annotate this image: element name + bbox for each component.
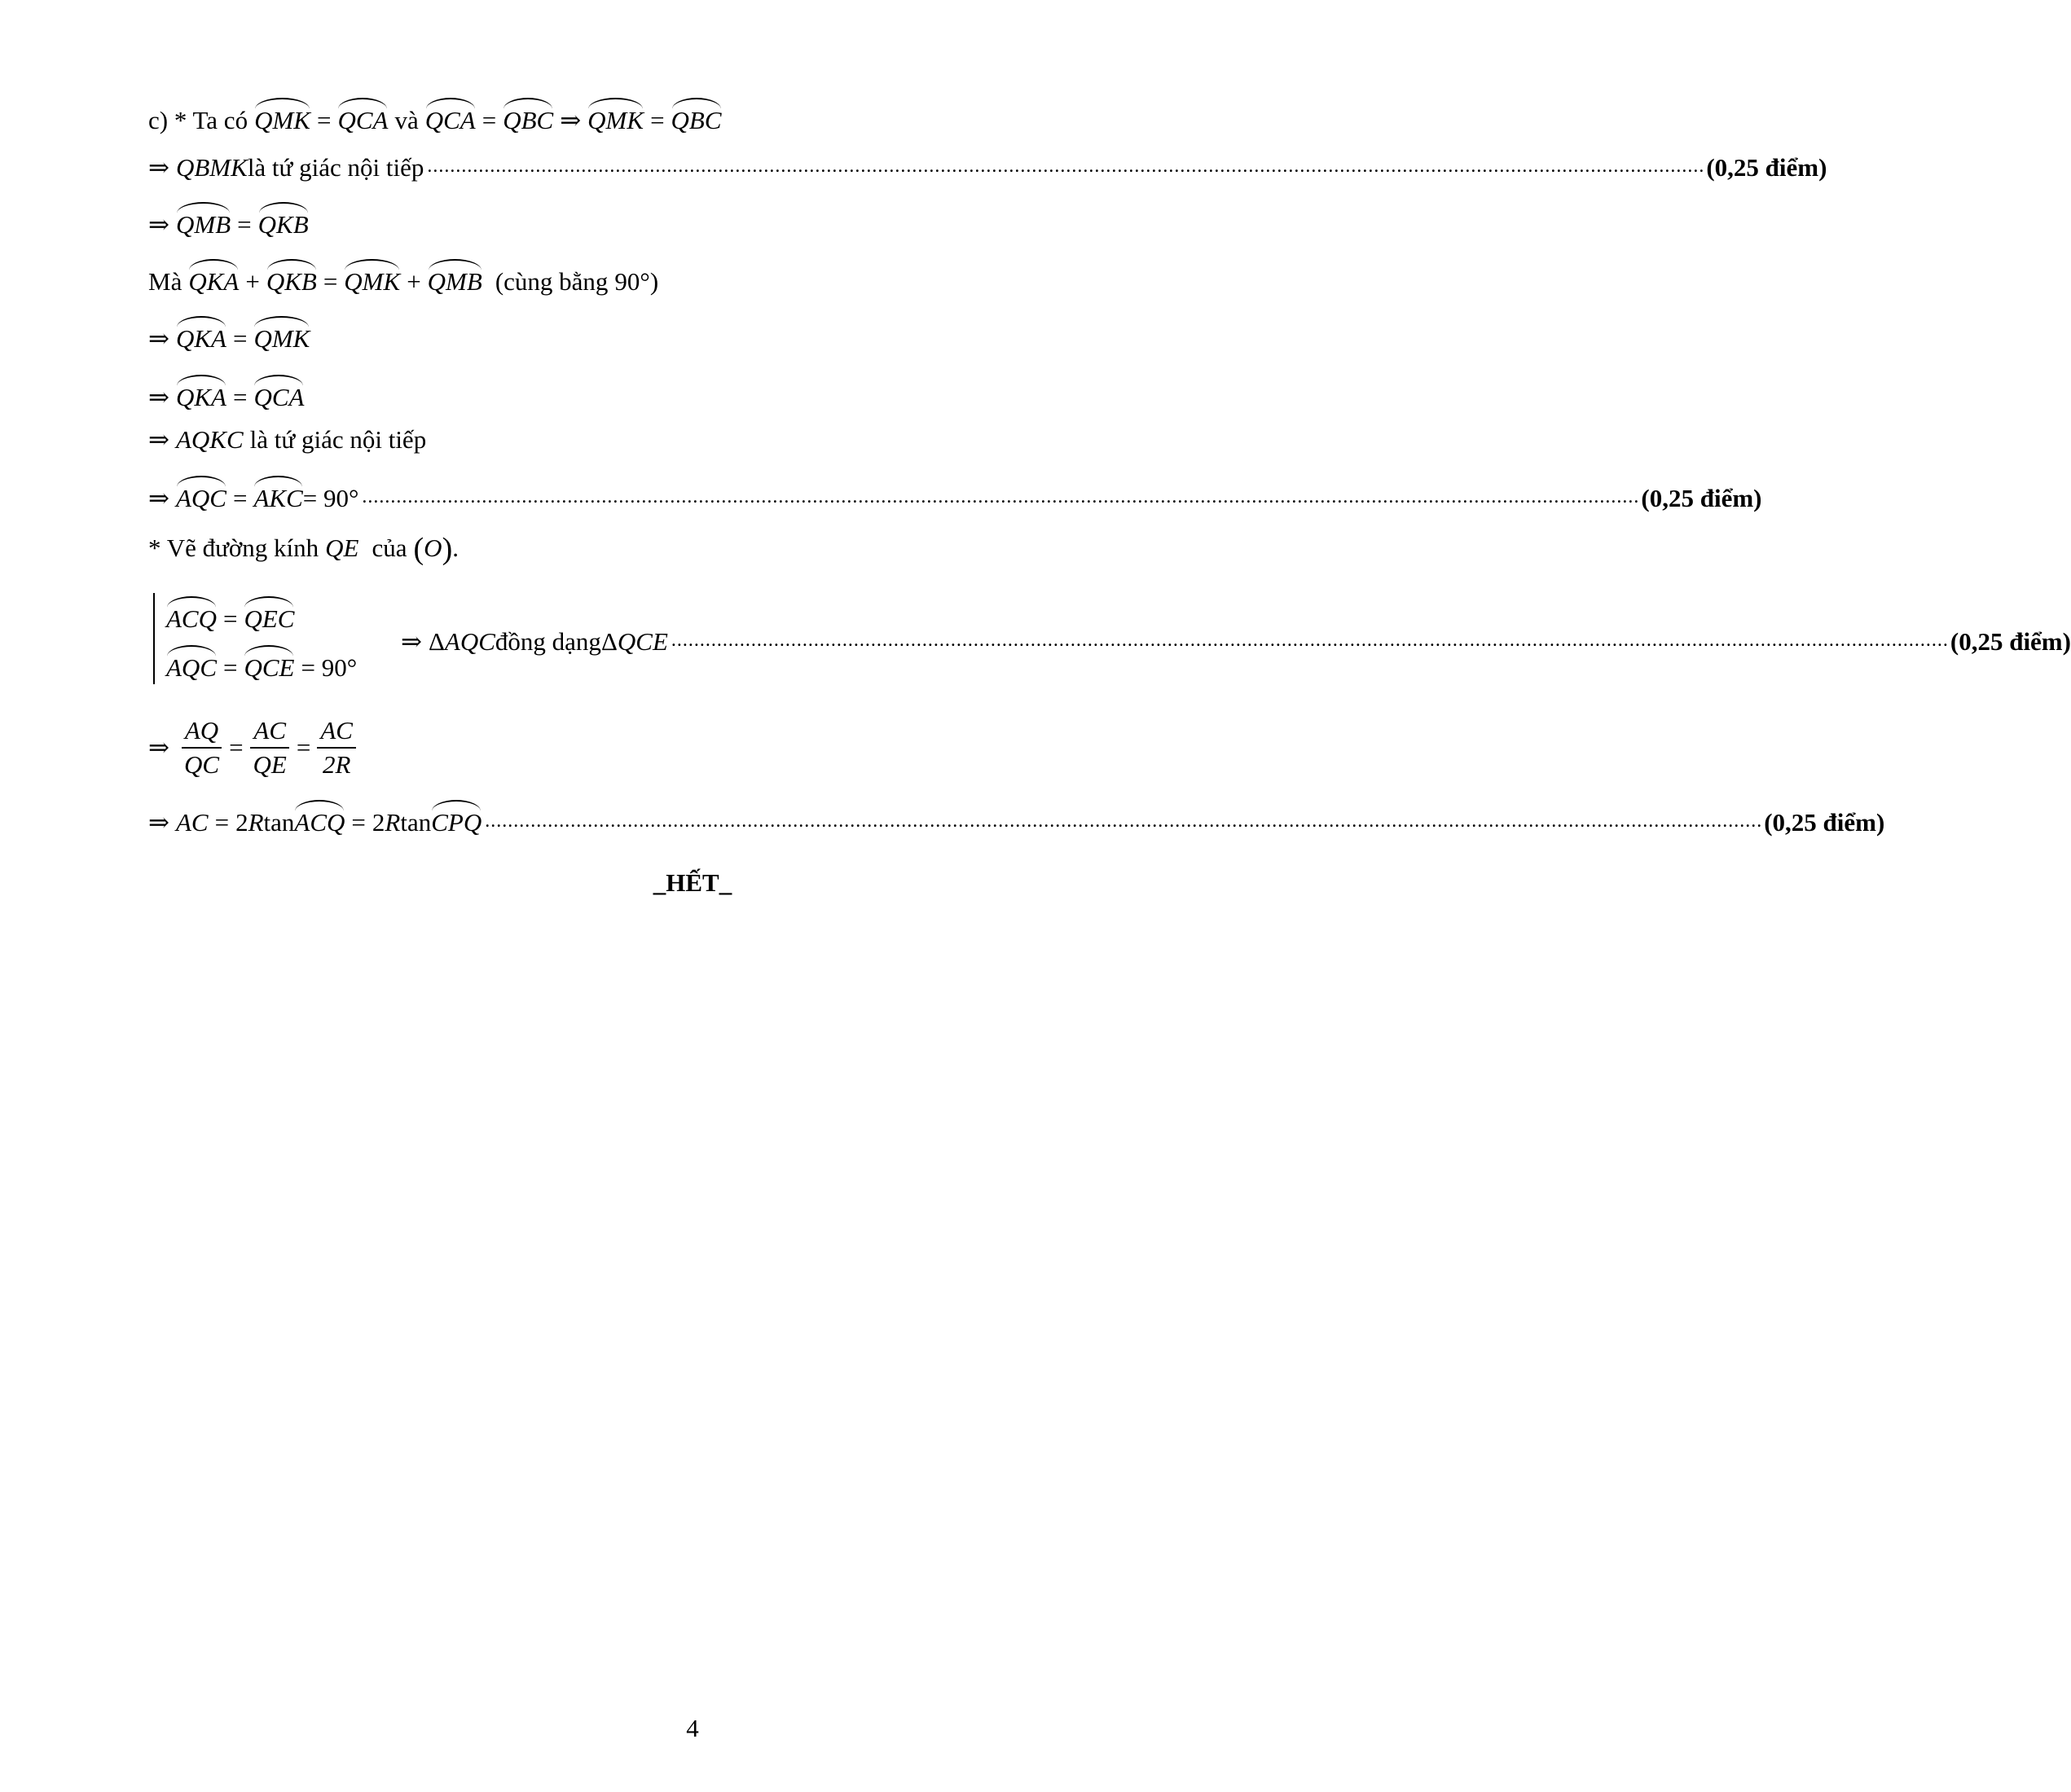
line-4: Mà QKA + QKB = QMK + QMB (cùng bằng 90°) bbox=[148, 259, 1233, 296]
line-1: c) * Ta có QMK = QCA và QCA = QBC ⇒ QMK = QBC bbox=[148, 98, 1233, 135]
angle-qmb: QMB bbox=[176, 202, 231, 239]
tan-word-2: tan bbox=[400, 808, 432, 837]
system-row-2-value: = 90° bbox=[301, 653, 358, 682]
line-7: ⇒ AQKC là tứ giác nội tiếp bbox=[148, 425, 427, 454]
line-4-suffix: (cùng bằng bbox=[495, 267, 609, 296]
angle-qca: QCA bbox=[337, 98, 388, 135]
line-3: ⇒ QMB = QKB bbox=[148, 202, 1233, 239]
line-5: ⇒ QKA = QMK bbox=[148, 316, 1233, 354]
brace-icon bbox=[153, 593, 166, 684]
line-2-text: là tứ giác nội tiếp bbox=[247, 153, 424, 182]
angle-acq: ACQ bbox=[166, 596, 217, 634]
angle-akc: AKC bbox=[253, 476, 302, 513]
line-9-mid: của bbox=[372, 534, 407, 562]
fraction-line: ⇒ $\frac{AQ}{QC}$ = $\frac{AC}{QE}$ = $\frac{AC}{2R}$ bbox=[148, 709, 1233, 787]
fraction-ac-qe: $\frac{AC}{QE}$ bbox=[250, 716, 290, 780]
tan-word: tan bbox=[263, 808, 295, 837]
angle-qkb-2: QKB bbox=[266, 259, 317, 296]
line-1-prefix: c) * Ta có bbox=[148, 106, 248, 134]
score-label: (0,25 điểm) bbox=[1706, 153, 1827, 182]
angle-qec: QEC bbox=[244, 596, 294, 634]
angle-qbc-2: QBC bbox=[671, 98, 722, 135]
angle-qmk-4: QMK bbox=[253, 316, 310, 354]
and-word: và bbox=[394, 106, 419, 134]
angle-qbc: QBC bbox=[503, 98, 553, 135]
line-final: ⇒ AC = 2 R tan ACQ = 2 R tan CPQ ................................................................................................................................................................................................................................ (0,25 điểm) bbox=[148, 800, 1233, 837]
angle-aqc-2: AQC bbox=[166, 645, 217, 683]
score-label: (0,25 điểm) bbox=[1764, 808, 1885, 837]
end-marker: _HẾT_ bbox=[653, 868, 732, 897]
line-6: ⇒ QKA = QCA bbox=[148, 375, 1233, 412]
angle-acq-2: ACQ bbox=[294, 800, 345, 837]
fraction-aq-qc: $\frac{AQ}{QC}$ bbox=[181, 716, 222, 780]
dot-leader: ................................................................................................................................................................................................................................ bbox=[427, 156, 1705, 177]
angle-qca-2: QCA bbox=[425, 98, 476, 135]
diameter-qe: QE bbox=[325, 534, 359, 562]
equation-system bbox=[148, 586, 2071, 692]
dot-leader: ................................................................................................................................................................................................................................ bbox=[485, 810, 1763, 832]
dot-leader: ................................................................................................................................................................................................................................ bbox=[671, 630, 1949, 651]
line-9: * Vẽ đường kính QE của ( O ) . bbox=[148, 531, 459, 566]
angle-qca-3: QCA bbox=[253, 375, 304, 412]
circle-name: O bbox=[424, 534, 442, 562]
triangle-aqc: AQC bbox=[444, 627, 495, 656]
dot-leader: ................................................................................................................................................................................................................................ bbox=[362, 486, 1640, 507]
angle-qkb: QKB bbox=[258, 202, 309, 239]
angle-aqc: AQC bbox=[176, 476, 226, 513]
line-8-value: = 90° bbox=[302, 484, 359, 512]
line-9-prefix: * Vẽ đường kính bbox=[148, 534, 319, 562]
quad-qbmk: QBMK bbox=[175, 153, 248, 182]
score-label: (0,25 điểm) bbox=[1641, 484, 1762, 512]
line-8: ⇒ AQC = AKC = 90° ................................................................................................................................................................................................................................ (0,25 điểm) bbox=[148, 476, 1233, 513]
page-number: 4 bbox=[686, 1714, 699, 1742]
angle-cpq: CPQ bbox=[431, 800, 481, 837]
line-7-text: là tứ giác nội tiếp bbox=[249, 425, 427, 454]
system-row-1: ACQ = QEC bbox=[166, 596, 294, 634]
line-4-prefix: Mà bbox=[148, 267, 182, 296]
score-label: (0,25 điểm) bbox=[1950, 627, 2071, 656]
angle-qmk: QMK bbox=[254, 98, 310, 135]
similar-word: đồng dạng bbox=[495, 627, 601, 656]
angle-qmb-2: QMB bbox=[428, 259, 482, 296]
similarity-line: ⇒ Δ AQC đồng dạng Δ QCE ................................................................................................................................................................................................................................ (0,25 điểm) bbox=[401, 627, 2071, 656]
angle-qka-3: QKA bbox=[176, 375, 226, 412]
fraction-ac-2r: $\frac{AC}{2R}$ bbox=[317, 716, 356, 780]
angle-qka: QKA bbox=[188, 259, 239, 296]
line-4-degree: 90°) bbox=[614, 267, 659, 296]
line-2: ⇒ QBMK là tứ giác nội tiếp ................................................................................................................................................................................................................................ (0,25 điểm) bbox=[148, 153, 1827, 182]
quad-aqkc: AQKC bbox=[175, 425, 244, 454]
angle-qmk-3: QMK bbox=[344, 259, 400, 296]
triangle-qce: QCE bbox=[617, 627, 668, 656]
angle-qka-2: QKA bbox=[176, 316, 226, 354]
angle-qce: QCE bbox=[244, 645, 294, 683]
system-row-2: AQC = QCE = 90° bbox=[166, 645, 357, 683]
angle-qmk-2: QMK bbox=[587, 98, 644, 135]
